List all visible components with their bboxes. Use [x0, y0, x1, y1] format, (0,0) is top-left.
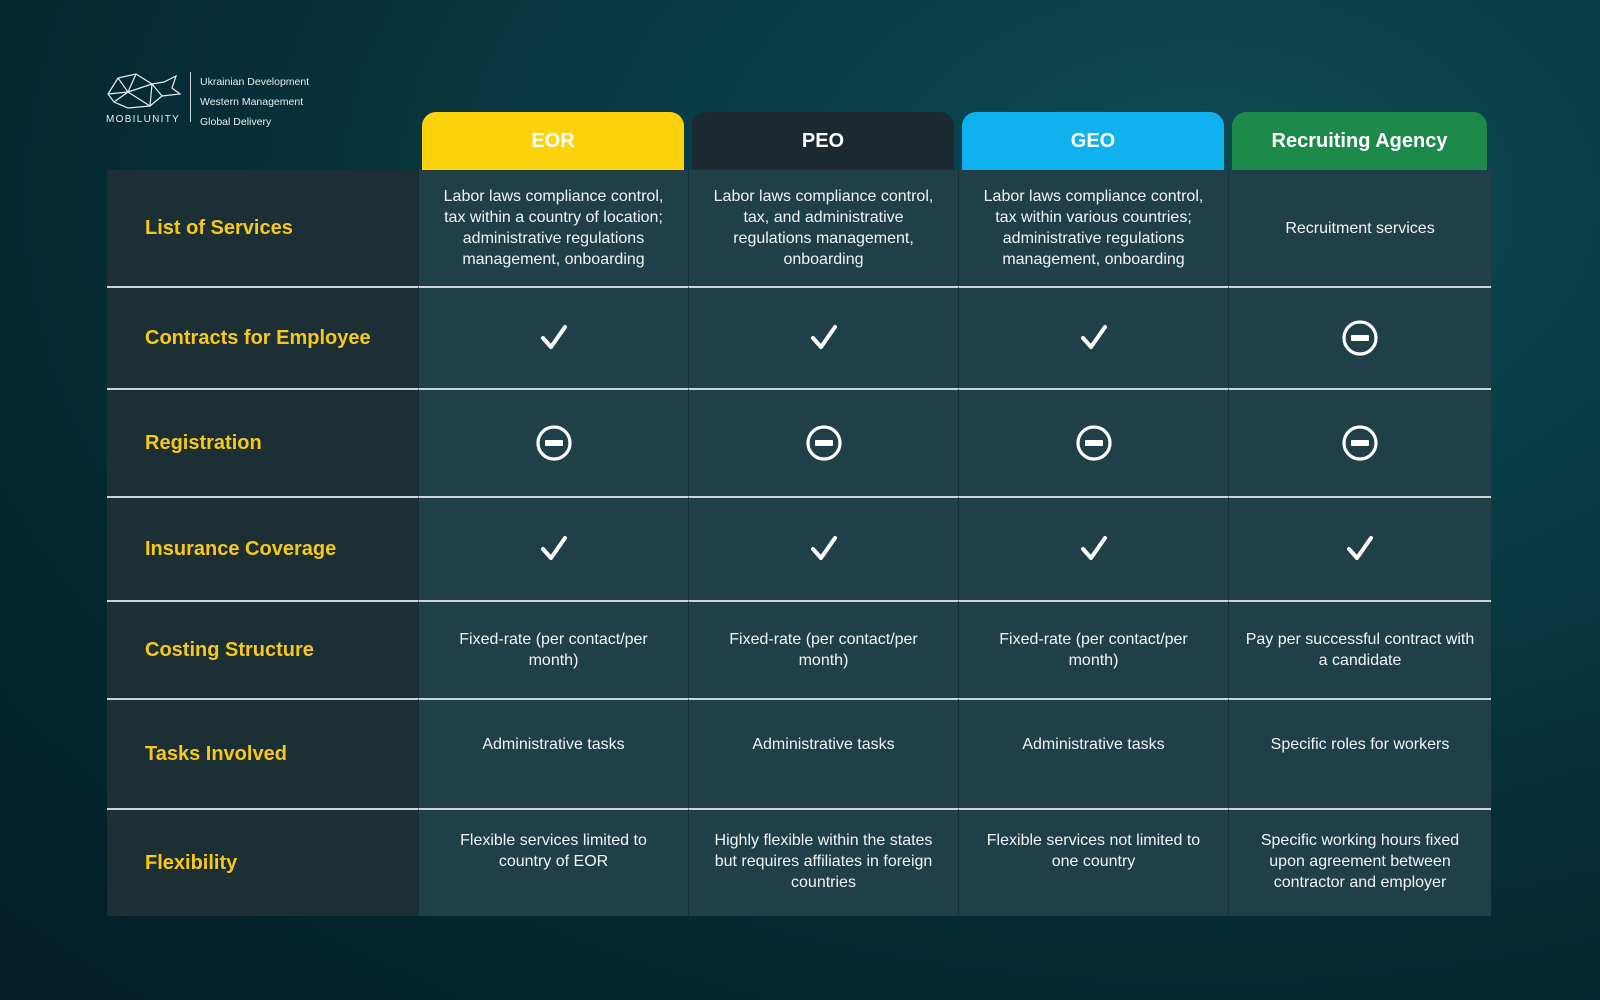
minus-circle-icon: [1341, 319, 1379, 357]
cell-text: Administrative tasks: [1022, 736, 1165, 753]
table-cell: [1228, 388, 1491, 496]
table-cell: [688, 600, 958, 698]
table-cell: [1228, 496, 1491, 600]
cell-text: Fixed-rate (per contact/per month): [459, 631, 648, 669]
table-cell: [1228, 698, 1491, 808]
cell-text: Flexible services limited to country of EOR: [460, 832, 647, 870]
cell-text: Administrative tasks: [752, 736, 895, 753]
check-icon: [1079, 323, 1109, 353]
table-cell: [958, 170, 1228, 286]
logo-wordmark: MOBILUNITY: [106, 114, 181, 125]
column-header-eor: EOR: [422, 112, 684, 170]
minus-circle-icon: [1075, 424, 1113, 462]
table-cell: [688, 808, 958, 916]
table-cell: [1228, 600, 1491, 698]
cell-text: Labor laws compliance control, tax, and administrative regulations management, onboarding: [713, 188, 934, 268]
tagline-line: Western Management: [200, 96, 304, 108]
row-label: Costing Structure: [107, 600, 418, 698]
cell-text: Fixed-rate (per contact/per month): [999, 631, 1188, 669]
table-cell: [958, 698, 1228, 808]
cell-text: Specific roles for workers: [1270, 736, 1450, 753]
cell-text: Labor laws compliance control, tax within a country of location; administrative regulations management, onboarding: [443, 188, 664, 268]
table-cell: [688, 698, 958, 808]
minus-circle-icon: [1341, 424, 1379, 462]
minus-circle-icon: [535, 424, 573, 462]
table-cell: [418, 496, 688, 600]
cell-text: Fixed-rate (per contact/per month): [729, 631, 918, 669]
check-icon: [539, 323, 569, 353]
column-header-peo: PEO: [692, 112, 954, 170]
check-icon: [1345, 534, 1375, 564]
table-cell: [1228, 286, 1491, 388]
table-cell: [958, 388, 1228, 496]
table-cell: [418, 286, 688, 388]
column-header-recruiting-agency: Recruiting Agency: [1232, 112, 1487, 170]
check-icon: [809, 323, 839, 353]
table-cell: [688, 286, 958, 388]
row-label: Flexibility: [107, 808, 418, 916]
minus-circle-icon: [805, 424, 843, 462]
cell-text: Flexible services not limited to one country: [986, 832, 1201, 870]
table-cell: [418, 698, 688, 808]
check-icon: [539, 534, 569, 564]
row-label: List of Services: [107, 170, 418, 286]
cell-text: Labor laws compliance control, tax within various countries; administrative regulations management, onboarding: [983, 188, 1204, 268]
row-label: Registration: [107, 388, 418, 496]
row-label: Contracts for Employee: [107, 286, 418, 388]
check-icon: [809, 534, 839, 564]
table-cell: [958, 808, 1228, 916]
column-header-geo: GEO: [962, 112, 1224, 170]
table-cell: [688, 496, 958, 600]
table-cell: [418, 808, 688, 916]
table-cell: [418, 170, 688, 286]
check-icon: [1079, 534, 1109, 564]
row-label: Tasks Involved: [107, 698, 418, 808]
table-cell: [418, 600, 688, 698]
table-corner: [107, 112, 418, 170]
row-label: Insurance Coverage: [107, 496, 418, 600]
table-cell: [1228, 808, 1491, 916]
comparison-table: [107, 112, 1491, 916]
table-cell: [688, 388, 958, 496]
table-cell: [1228, 170, 1491, 286]
table-cell: [688, 170, 958, 286]
cell-text: Highly flexible within the states but requires affiliates in foreign countries: [714, 832, 933, 891]
table-cell: [418, 388, 688, 496]
table-cell: [958, 286, 1228, 388]
tagline-line: Ukrainian Development: [200, 76, 310, 88]
cell-text: Specific working hours fixed upon agreement between contractor and employer: [1260, 832, 1460, 891]
table-cell: [958, 496, 1228, 600]
cell-text: Recruitment services: [1285, 219, 1435, 237]
cell-text: Pay per successful contract with a candidate: [1245, 631, 1475, 669]
tagline-line: Global Delivery: [200, 116, 272, 128]
table-cell: [958, 600, 1228, 698]
cell-text: Administrative tasks: [482, 736, 625, 753]
